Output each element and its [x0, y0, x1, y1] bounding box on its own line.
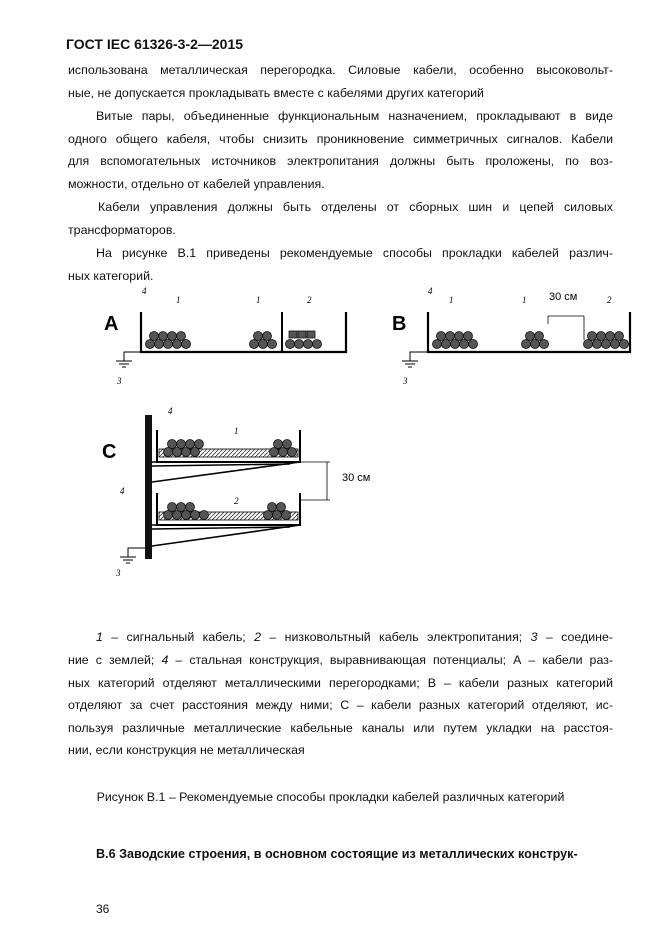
cable-bundle-signal [522, 332, 549, 349]
text-line: для вспомогательных источников электропитания должны быть проложены, по воз- [68, 154, 613, 169]
label-2: 2 [307, 295, 312, 305]
text-line: отделяют за счет расстояния между ними; С – кабели разных категорий отделяют, ис- [68, 698, 613, 713]
legend-number: 2 [254, 630, 262, 644]
legend-number: 3 [530, 630, 538, 644]
text-line [96, 626, 613, 649]
legend-text: – соедине- [537, 630, 613, 644]
support-bracket [152, 462, 300, 482]
cable-bundle-signal [250, 332, 277, 349]
text-line: можности, отдельно от кабелей управления. [68, 176, 325, 191]
label-1: 1 [449, 295, 454, 305]
figure-legend [96, 626, 613, 649]
figure-title: Рисунок В.1 – Рекомендуемые способы прокладки кабелей различных категорий [96, 790, 565, 804]
panel-a [104, 286, 346, 386]
cable-bundle-power [584, 332, 629, 349]
label-3: 3 [116, 568, 121, 578]
text-line [68, 649, 613, 672]
legend-text: ние с землей; [68, 653, 162, 667]
page-number: 36 [96, 902, 110, 916]
text-line: одного общего кабеля, чтобы снизить проникновение симметричных сигналов. Кабели [68, 131, 613, 146]
label-4: 4 [142, 286, 147, 296]
steel-wall [145, 415, 152, 559]
legend-text: – стальная конструкция, выравнивающая потенциалы; А – кабели раз- [168, 653, 613, 667]
text-line: использована металлическая перегородка. Силовые кабели, особенно высоковольт- [68, 63, 613, 77]
label-4: 4 [168, 406, 173, 416]
figure-legend-continued [68, 649, 613, 762]
legend-number: 1 [96, 630, 103, 644]
legend-text: – низковольтный кабель электропитания; [261, 630, 531, 644]
document-header: ГОСТ IEC 61326-3-2—2015 [66, 36, 244, 52]
legend-number: 4 [161, 653, 169, 667]
cable-bundle-signal [146, 332, 191, 349]
text-line: Витые пары, объединенные функциональным назначением, прокладывают в виде [96, 109, 613, 123]
panel-b [392, 286, 630, 386]
text-line: ных категорий отделяют металлическими перегородками; В – кабели разных категорий [68, 675, 613, 690]
label-1: 1 [256, 295, 261, 305]
label-3: 3 [403, 376, 408, 386]
ground-symbol [402, 352, 428, 367]
ground-symbol [120, 548, 145, 563]
ground-symbol [116, 352, 141, 367]
label-1: 1 [176, 295, 181, 305]
text-line: На рисунке В.1 приведены рекомендуемые способы прокладки кабелей различ- [96, 246, 613, 260]
label-1: 1 [234, 426, 239, 436]
label-2: 2 [607, 295, 612, 305]
cable-bundle-signal [433, 332, 478, 349]
legend-text: – сигнальный кабель; [102, 630, 255, 644]
text-line: пользуя различные металлические кабельные каналы или путем укладки на расстоя- [68, 720, 613, 735]
text-line: трансформаторов. [68, 222, 176, 237]
cable-bundle-power [286, 331, 322, 349]
label-4: 4 [428, 286, 433, 296]
label-1: 1 [522, 295, 527, 305]
panel-a-label: A [104, 313, 119, 335]
text-line: ных категорий. [68, 268, 154, 283]
distance-label: 30 см [342, 472, 371, 484]
label-4: 4 [120, 486, 125, 496]
support-bracket [152, 525, 300, 546]
text-line: Кабели управления должны быть отделены от сборных шин и цепей силовых [98, 200, 613, 214]
distance-marker [548, 316, 584, 340]
panel-c [102, 406, 370, 578]
label-2: 2 [234, 496, 239, 506]
text-line: нии, если конструкция не металлическая [68, 743, 305, 758]
panel-b-label: B [392, 313, 407, 335]
section-heading: В.6 Заводские строения, в основном состоящие из металлических конструк- [96, 847, 578, 861]
panel-c-label: C [102, 441, 117, 463]
distance-label: 30 см [549, 291, 578, 303]
distance-marker [300, 462, 330, 500]
label-3: 3 [117, 376, 122, 386]
text-line: ные, не допускается прокладывать вместе с кабелями других категорий [68, 85, 484, 100]
